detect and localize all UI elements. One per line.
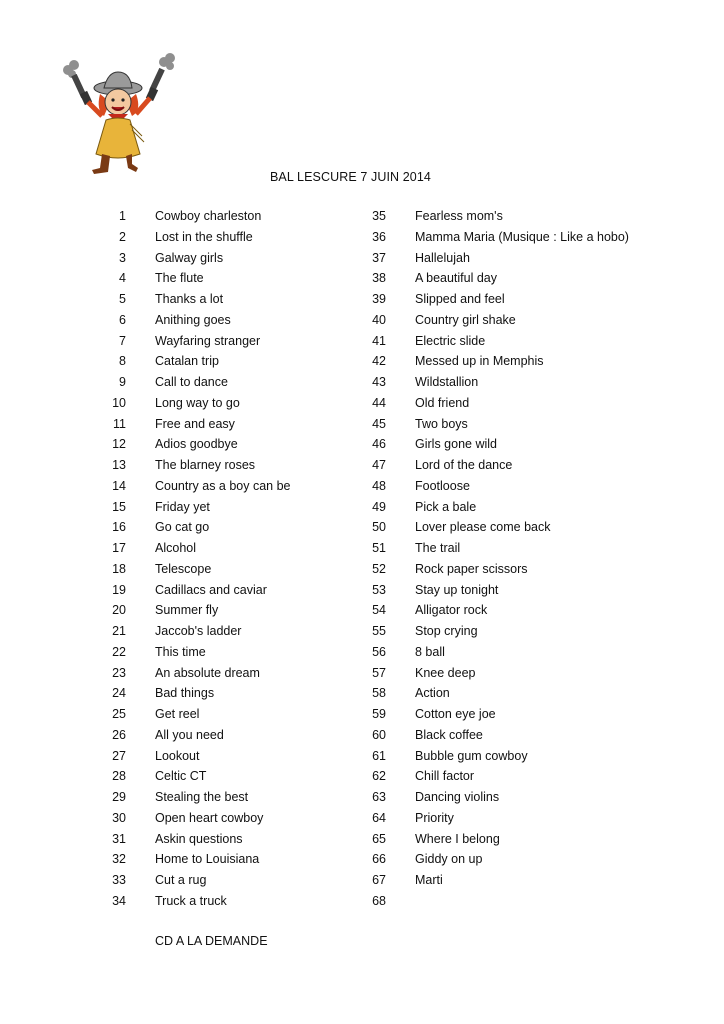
song-number: 13 — [112, 458, 126, 472]
song-title: Knee deep — [415, 665, 476, 680]
song-title: Wayfaring stranger — [155, 333, 261, 348]
cowgirl-logo-icon — [58, 50, 188, 180]
song-title: Two boys — [415, 416, 468, 431]
song-number: 25 — [112, 707, 126, 721]
song-number: 50 — [372, 520, 386, 535]
song-title: Action — [415, 686, 450, 701]
song-number: 16 — [112, 520, 126, 535]
song-title: Friday yet — [155, 499, 210, 514]
song-title: All you need — [155, 727, 224, 742]
song-number: 65 — [372, 831, 386, 846]
song-title: An absolute dream — [155, 665, 260, 680]
song-title: Chill factor — [415, 769, 475, 784]
song-title: Bad things — [155, 686, 215, 701]
song-number: 30 — [112, 810, 126, 825]
song-number: 49 — [372, 499, 386, 514]
song-number: 42 — [372, 354, 386, 369]
song-number: 52 — [372, 561, 386, 576]
song-number: 17 — [112, 541, 126, 555]
song-number: 27 — [112, 748, 126, 763]
song-number: 41 — [372, 333, 386, 348]
song-title: Stealing the best — [155, 790, 249, 804]
song-number: 63 — [372, 790, 386, 804]
song-number: 53 — [372, 582, 386, 597]
song-number: 31 — [112, 831, 126, 846]
song-title: Country girl shake — [415, 312, 516, 327]
song-title: Galway girls — [155, 250, 224, 265]
song-title: Black coffee — [415, 727, 483, 742]
song-title: The blarney roses — [155, 458, 256, 472]
song-title: Mamma Maria (Musique : Like a hobo) — [415, 229, 629, 244]
song-number: 57 — [372, 665, 386, 680]
song-number: 19 — [112, 582, 126, 597]
song-title: Old friend — [415, 395, 470, 410]
song-title: Askin questions — [155, 831, 243, 846]
song-number: 32 — [112, 852, 126, 867]
song-number: 36 — [372, 229, 386, 244]
song-number: 61 — [372, 748, 386, 763]
song-number: 9 — [119, 375, 126, 389]
song-number: 39 — [372, 292, 386, 306]
song-number: 5 — [119, 292, 126, 306]
song-number: 29 — [112, 790, 126, 804]
song-number: 66 — [372, 852, 386, 867]
song-title: Go cat go — [155, 520, 210, 535]
song-title: Call to dance — [155, 375, 228, 389]
song-title: Pick a bale — [415, 499, 477, 514]
song-title: Girls gone wild — [415, 437, 497, 452]
song-title: Cotton eye joe — [415, 707, 496, 721]
song-number: 62 — [372, 769, 386, 784]
song-number: 44 — [372, 395, 386, 410]
song-number: 59 — [372, 707, 386, 721]
song-number: 6 — [119, 312, 126, 327]
song-title: Alcohol — [155, 541, 196, 555]
song-number: 4 — [119, 271, 126, 286]
song-number: 67 — [372, 873, 386, 887]
song-number: 2 — [119, 229, 126, 244]
song-number: 11 — [113, 416, 126, 431]
song-number: 55 — [372, 624, 386, 638]
song-title: Long way to go — [155, 395, 240, 410]
song-title: Dancing violins — [415, 790, 500, 804]
song-number: 21 — [112, 624, 126, 638]
song-number: 40 — [372, 312, 386, 327]
song-title: Marti — [415, 873, 443, 887]
song-number: 10 — [112, 395, 126, 410]
song-title: Lost in the shuffle — [155, 229, 253, 244]
song-title: Country as a boy can be — [155, 478, 291, 493]
song-number: 58 — [372, 686, 386, 701]
song-number: 18 — [112, 561, 126, 576]
song-number: 60 — [372, 727, 386, 742]
song-number: 68 — [372, 893, 386, 908]
song-title: Cowboy charleston — [155, 209, 262, 223]
song-number: 7 — [119, 333, 126, 348]
song-title: Bubble gum cowboy — [415, 748, 528, 763]
song-number: 23 — [112, 665, 126, 680]
song-title: Stop crying — [415, 624, 478, 638]
song-title: Footloose — [415, 478, 470, 493]
song-number: 15 — [112, 499, 126, 514]
song-number: 33 — [112, 873, 126, 887]
song-title: Truck a truck — [155, 893, 227, 908]
song-title: Home to Louisiana — [155, 852, 260, 867]
song-title: Wildstallion — [415, 375, 479, 389]
song-title: Stay up tonight — [415, 582, 499, 597]
song-title: Slipped and feel — [415, 292, 505, 306]
song-number: 54 — [372, 603, 386, 618]
page-title: BAL LESCURE 7 JUIN 2014 — [270, 170, 431, 184]
song-number: 56 — [372, 644, 386, 659]
song-number: 48 — [372, 478, 386, 493]
song-number: 45 — [372, 416, 386, 431]
song-number: 47 — [372, 458, 386, 472]
pistol-left-icon — [71, 74, 92, 105]
song-title: Messed up in Memphis — [415, 354, 544, 369]
song-number: 1 — [119, 209, 126, 223]
song-title: Where I belong — [415, 831, 500, 846]
song-number: 51 — [372, 541, 386, 555]
song-title: Electric slide — [415, 333, 486, 348]
song-title: Lord of the dance — [415, 458, 513, 472]
song-number: 64 — [372, 810, 386, 825]
song-number: 46 — [372, 437, 386, 452]
song-number: 28 — [112, 769, 126, 784]
song-title: Open heart cowboy — [155, 810, 264, 825]
song-title: The flute — [155, 271, 204, 286]
song-title: Alligator rock — [415, 603, 488, 618]
song-title: Lookout — [155, 748, 200, 763]
song-number: 12 — [112, 437, 126, 452]
song-title: Free and easy — [155, 416, 235, 431]
song-title: Fearless mom's — [415, 209, 503, 223]
song-number: 38 — [372, 271, 386, 286]
song-title: Adios goodbye — [155, 437, 238, 452]
song-number: 26 — [112, 727, 126, 742]
song-number: 35 — [372, 209, 386, 223]
song-number: 24 — [112, 686, 126, 701]
song-title: Priority — [415, 810, 454, 825]
song-title: 8 ball — [415, 644, 445, 659]
song-title: This time — [155, 644, 206, 659]
song-title: Get reel — [155, 707, 200, 721]
song-number: 14 — [112, 478, 126, 493]
song-number: 34 — [112, 893, 126, 908]
song-number: 8 — [119, 354, 126, 369]
song-title: Hallelujah — [415, 250, 470, 265]
smoke-right-icon — [159, 53, 175, 70]
song-title: Jaccob's ladder — [155, 624, 242, 638]
footer-note: CD A LA DEMANDE — [155, 934, 268, 948]
song-title: Cadillacs and caviar — [155, 582, 267, 597]
song-number: 37 — [372, 250, 386, 265]
pistol-right-icon — [146, 68, 165, 101]
song-title: Thanks a lot — [155, 292, 224, 306]
song-number: 20 — [112, 603, 126, 618]
song-number: 22 — [112, 644, 126, 659]
song-title: A beautiful day — [415, 271, 498, 286]
song-title: Lover please come back — [415, 520, 551, 535]
song-title: Summer fly — [155, 603, 219, 618]
song-title: Rock paper scissors — [415, 561, 528, 576]
song-title: Cut a rug — [155, 873, 207, 887]
song-title: Celtic CT — [155, 769, 207, 784]
song-title: The trail — [415, 541, 461, 555]
song-number: 3 — [119, 250, 126, 265]
song-title: Catalan trip — [155, 354, 219, 369]
song-title: Giddy on up — [415, 852, 483, 867]
song-number: 43 — [372, 375, 386, 389]
song-title: Telescope — [155, 561, 212, 576]
song-title: Anithing goes — [155, 312, 231, 327]
